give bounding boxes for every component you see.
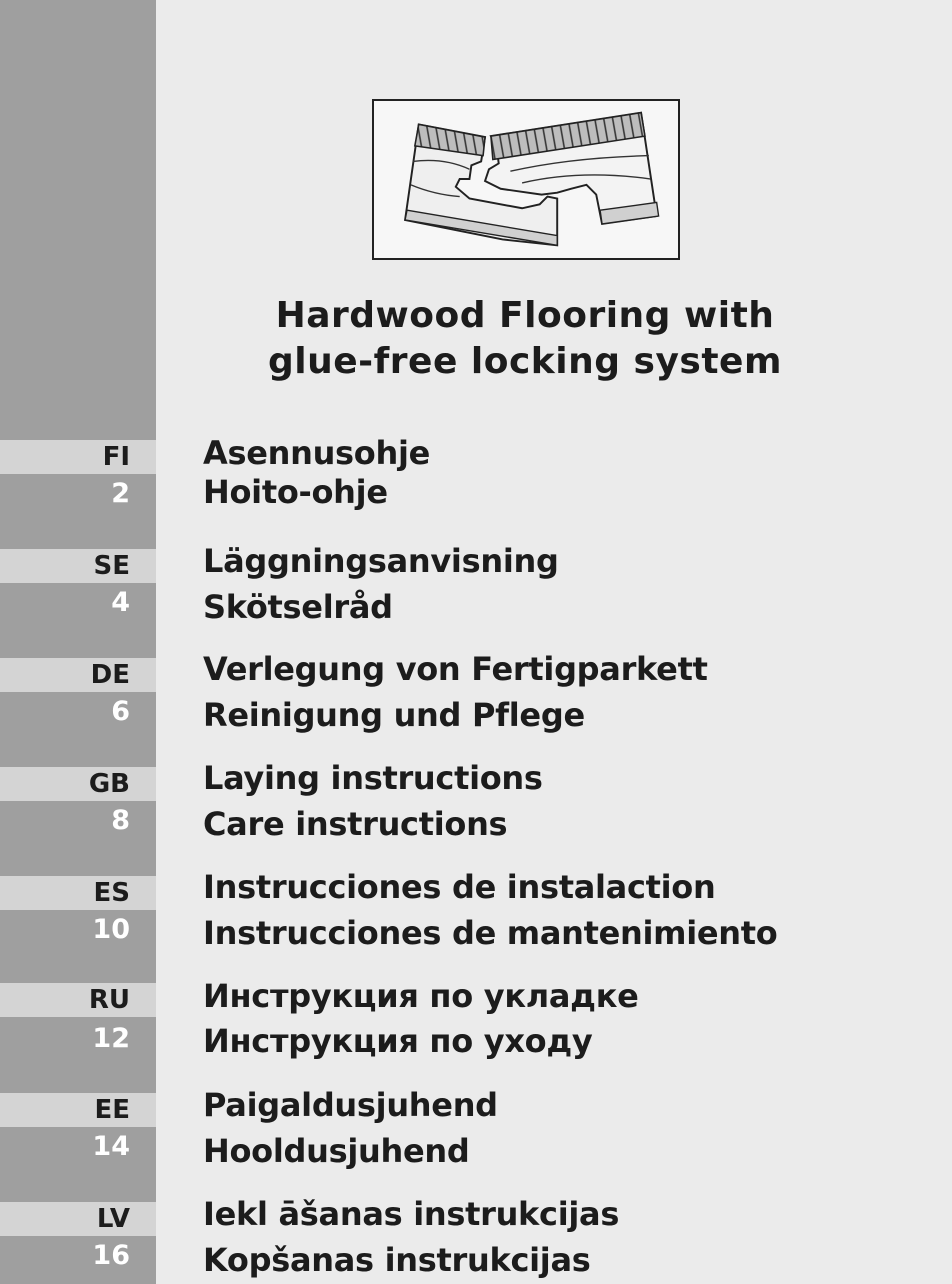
entry-es-line-1: Instrucciones de instalaction	[203, 868, 716, 906]
lang-page-lv: 16	[92, 1240, 130, 1271]
lang-page-ee: 14	[92, 1131, 130, 1162]
lang-code-gb: GB	[88, 769, 130, 799]
entry-de-line-1: Verlegung von Fertigparkett	[203, 650, 708, 688]
sidebar	[0, 0, 156, 1284]
lang-page-ru: 12	[92, 1023, 130, 1054]
lang-page-se: 4	[111, 587, 130, 618]
lang-code-de: DE	[90, 660, 130, 690]
entry-de-line-2: Reinigung und Pflege	[203, 696, 585, 734]
lang-page-fi: 2	[111, 478, 130, 509]
entry-ru-line-1: Инструкция по укладке	[203, 977, 639, 1015]
entry-se-line-2: Skötselråd	[203, 588, 393, 626]
lang-code-es: ES	[93, 878, 130, 908]
lang-page-de: 6	[111, 696, 130, 727]
entry-lv-line-2: Kopšanas instrukcijas	[203, 1241, 591, 1279]
entry-gb-line-2: Care instructions	[203, 805, 508, 843]
floor-joint-icon	[374, 101, 678, 258]
lang-code-se: SE	[93, 551, 130, 581]
entry-es-line-2: Instrucciones de mantenimiento	[203, 914, 778, 952]
lang-code-lv: LV	[96, 1204, 130, 1234]
lang-code-ee: EE	[94, 1095, 130, 1125]
lang-code-ru: RU	[88, 985, 130, 1015]
lang-page-es: 10	[92, 914, 130, 945]
document-title-line-2: glue-free locking system	[268, 341, 782, 382]
lang-code-fi: FI	[102, 442, 130, 472]
entry-fi-line-2: Hoito-ohje	[203, 473, 388, 511]
document-title-line-1: Hardwood Flooring with	[275, 295, 775, 336]
lang-page-gb: 8	[111, 805, 130, 836]
locking-system-illustration	[372, 99, 680, 260]
entry-ee-line-2: Hooldusjuhend	[203, 1132, 470, 1170]
entry-ru-line-2: Инструкция по уходу	[203, 1022, 593, 1060]
entry-fi-line-1: Asennusohje	[203, 434, 431, 472]
entry-ee-line-1: Paigaldusjuhend	[203, 1086, 498, 1124]
entry-se-line-1: Läggningsanvisning	[203, 542, 559, 580]
entry-gb-line-1: Laying instructions	[203, 759, 543, 797]
entry-lv-line-1: Iekl āšanas instrukcijas	[203, 1195, 620, 1233]
